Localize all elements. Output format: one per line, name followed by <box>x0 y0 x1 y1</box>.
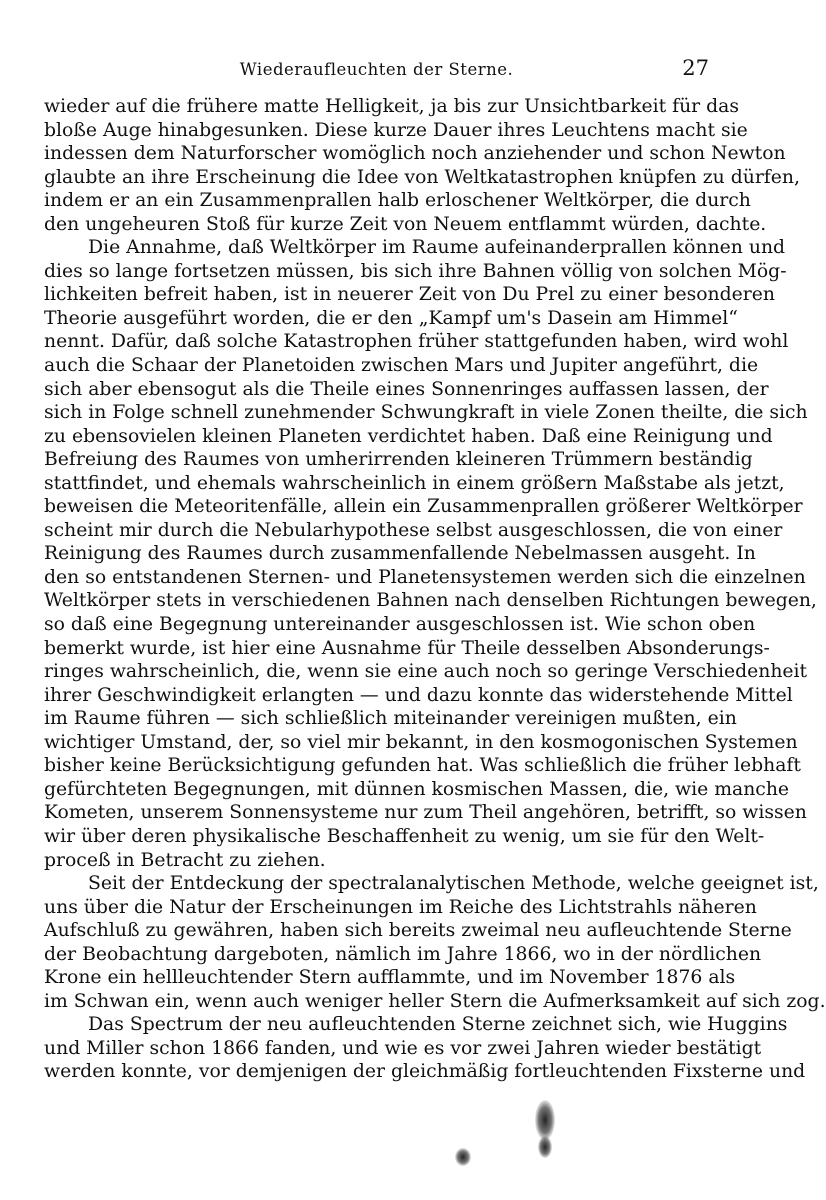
text-line: werden konnte, vor demjenigen der gleichmäßig fortleuchtenden Fixsterne und <box>44 1061 806 1083</box>
text-line: Krone ein hellleuchtender Stern aufflammte, und im November 1876 als <box>44 967 736 989</box>
text-line: der Beobachtung dargeboten, nämlich im Jahre 1866, wo in der nördlichen <box>44 943 762 965</box>
text-line: ihrer Geschwindigkeit erlangten — und dazu konnte das widerstehende Mittel <box>44 684 793 706</box>
text-line: bemerkt wurde, ist hier eine Ausnahme für Theile desselben Absonderungs- <box>44 637 770 659</box>
text-line: uns über die Natur der Erscheinungen im Reiche des Lichtstrahls näheren <box>44 896 757 918</box>
ink-blot <box>455 1148 471 1166</box>
paragraph <box>44 95 800 236</box>
text-line: Die Annahme, daß Weltkörper im Raume aufeinanderprallen können und <box>88 237 786 259</box>
text-line: indessen dem Naturforscher womöglich noch anziehender und schon Newton <box>44 143 786 165</box>
paragraph <box>44 872 826 1013</box>
text-line: Kometen, unserem Sonnensysteme nur zum Theil angehören, betrifft, so wissen <box>44 802 807 824</box>
text-line: dies so lange fortsetzen müssen, bis sich ihre Bahnen völlig von solchen Mög- <box>44 260 787 282</box>
text-line: im Raume führen — sich schließlich miteinander vereinigen mußten, ein <box>44 708 737 730</box>
text-line: wichtiger Umstand, der, so viel mir bekannt, in den kosmogonischen Systemen <box>44 731 798 753</box>
text-line: zu ebensovielen kleinen Planeten verdichtet haben. Daß eine Reinigung und <box>44 425 773 447</box>
page-header <box>44 56 709 86</box>
text-line: beweisen die Meteoritenfälle, allein ein Zusammenprallen größerer Weltkörper <box>44 496 803 518</box>
text-line: indem er an ein Zusammenprallen halb erloschener Weltkörper, die durch <box>44 190 751 212</box>
text-line: glaubte an ihre Erscheinung die Idee von Weltkatastrophen knüpfen zu dürfen, <box>44 166 800 188</box>
text-line: Befreiung des Raumes von umherirrenden kleineren Trümmern beständig <box>44 449 753 471</box>
ink-blot <box>535 1100 555 1140</box>
text-line: sich aber ebensogut als die Theile eines Sonnenringes auffassen lassen, der <box>44 378 769 400</box>
text-line: im Schwan ein, wenn auch weniger heller Stern die Aufmerksamkeit auf sich zog. <box>44 990 826 1012</box>
text-line: gefürchteten Begegnungen, mit dünnen kosmischen Massen, die, wie manche <box>44 778 790 800</box>
text-line: lichkeiten befreit haben, ist in neuerer Zeit von Du Prel zu einer besonderen <box>44 284 775 306</box>
text-line: bloße Auge hinabgesunken. Diese kurze Dauer ihres Leuchtens macht sie <box>44 119 748 141</box>
text-line: scheint mir durch die Nebularhypothese selbst ausgeschlossen, die von einer <box>44 519 783 541</box>
text-line: stattfindet, und ehemals wahrscheinlich in einem größern Maßstabe als jetzt, <box>44 472 785 494</box>
text-line: und Miller schon 1866 fanden, und wie es vor zwei Jahren wieder bestätigt <box>44 1037 762 1059</box>
body-text <box>44 95 826 1084</box>
text-line: Seit der Entdeckung der spectralanalytischen Methode, welche geeignet ist, <box>88 873 819 895</box>
text-line: proceß in Betracht zu ziehen. <box>44 849 326 871</box>
text-line: den so entstandenen Sternen- und Planetensystemen werden sich die einzelnen <box>44 566 806 588</box>
text-line: den ungeheuren Stoß für kurze Zeit von Neuem entflammt würden, dachte. <box>44 213 767 235</box>
text-line: ringes wahrscheinlich, die, wenn sie eine auch noch so geringe Verschiedenheit <box>44 661 808 683</box>
paragraph <box>44 236 817 872</box>
text-line: Weltkörper stets in verschiedenen Bahnen nach denselben Richtungen bewegen, <box>44 590 817 612</box>
ink-blot <box>538 1136 552 1158</box>
text-line: bisher keine Berücksichtigung gefunden hat. Was schließlich die früher lebhaft <box>44 755 801 777</box>
text-line: Das Spectrum der neu aufleuchtenden Sterne zeichnet sich, wie Huggins <box>88 1014 788 1036</box>
page-number: 27 <box>682 56 709 80</box>
text-line: wir über deren physikalische Beschaffenheit zu wenig, um sie für den Welt- <box>44 825 765 847</box>
text-line: sich in Folge schnell zunehmender Schwungkraft in viele Zonen theilte, die sich <box>44 402 808 424</box>
text-line: Theorie ausgeführt worden, die er den „Kampf um's Dasein am Himmel“ <box>44 307 738 329</box>
paragraph <box>44 1013 806 1084</box>
text-line: nennt. Dafür, daß solche Katastrophen früher stattgefunden haben, wird wohl <box>44 331 789 353</box>
text-line: wieder auf die frühere matte Helligkeit, ja bis zur Unsichtbarkeit für das <box>44 96 739 117</box>
text-line: auch die Schaar der Planetoiden zwischen Mars und Jupiter angeführt, die <box>44 355 759 377</box>
text-line: Aufschluß zu gewähren, haben sich bereits zweimal neu aufleuchtende Sterne <box>44 920 792 942</box>
running-title: Wiederaufleuchten der Sterne. <box>239 60 514 79</box>
text-line: Reinigung des Raumes durch zusammenfallende Nebelmassen ausgeht. In <box>44 543 756 565</box>
text-line: so daß eine Begegnung untereinander ausgeschlossen ist. Wie schon oben <box>44 614 756 636</box>
